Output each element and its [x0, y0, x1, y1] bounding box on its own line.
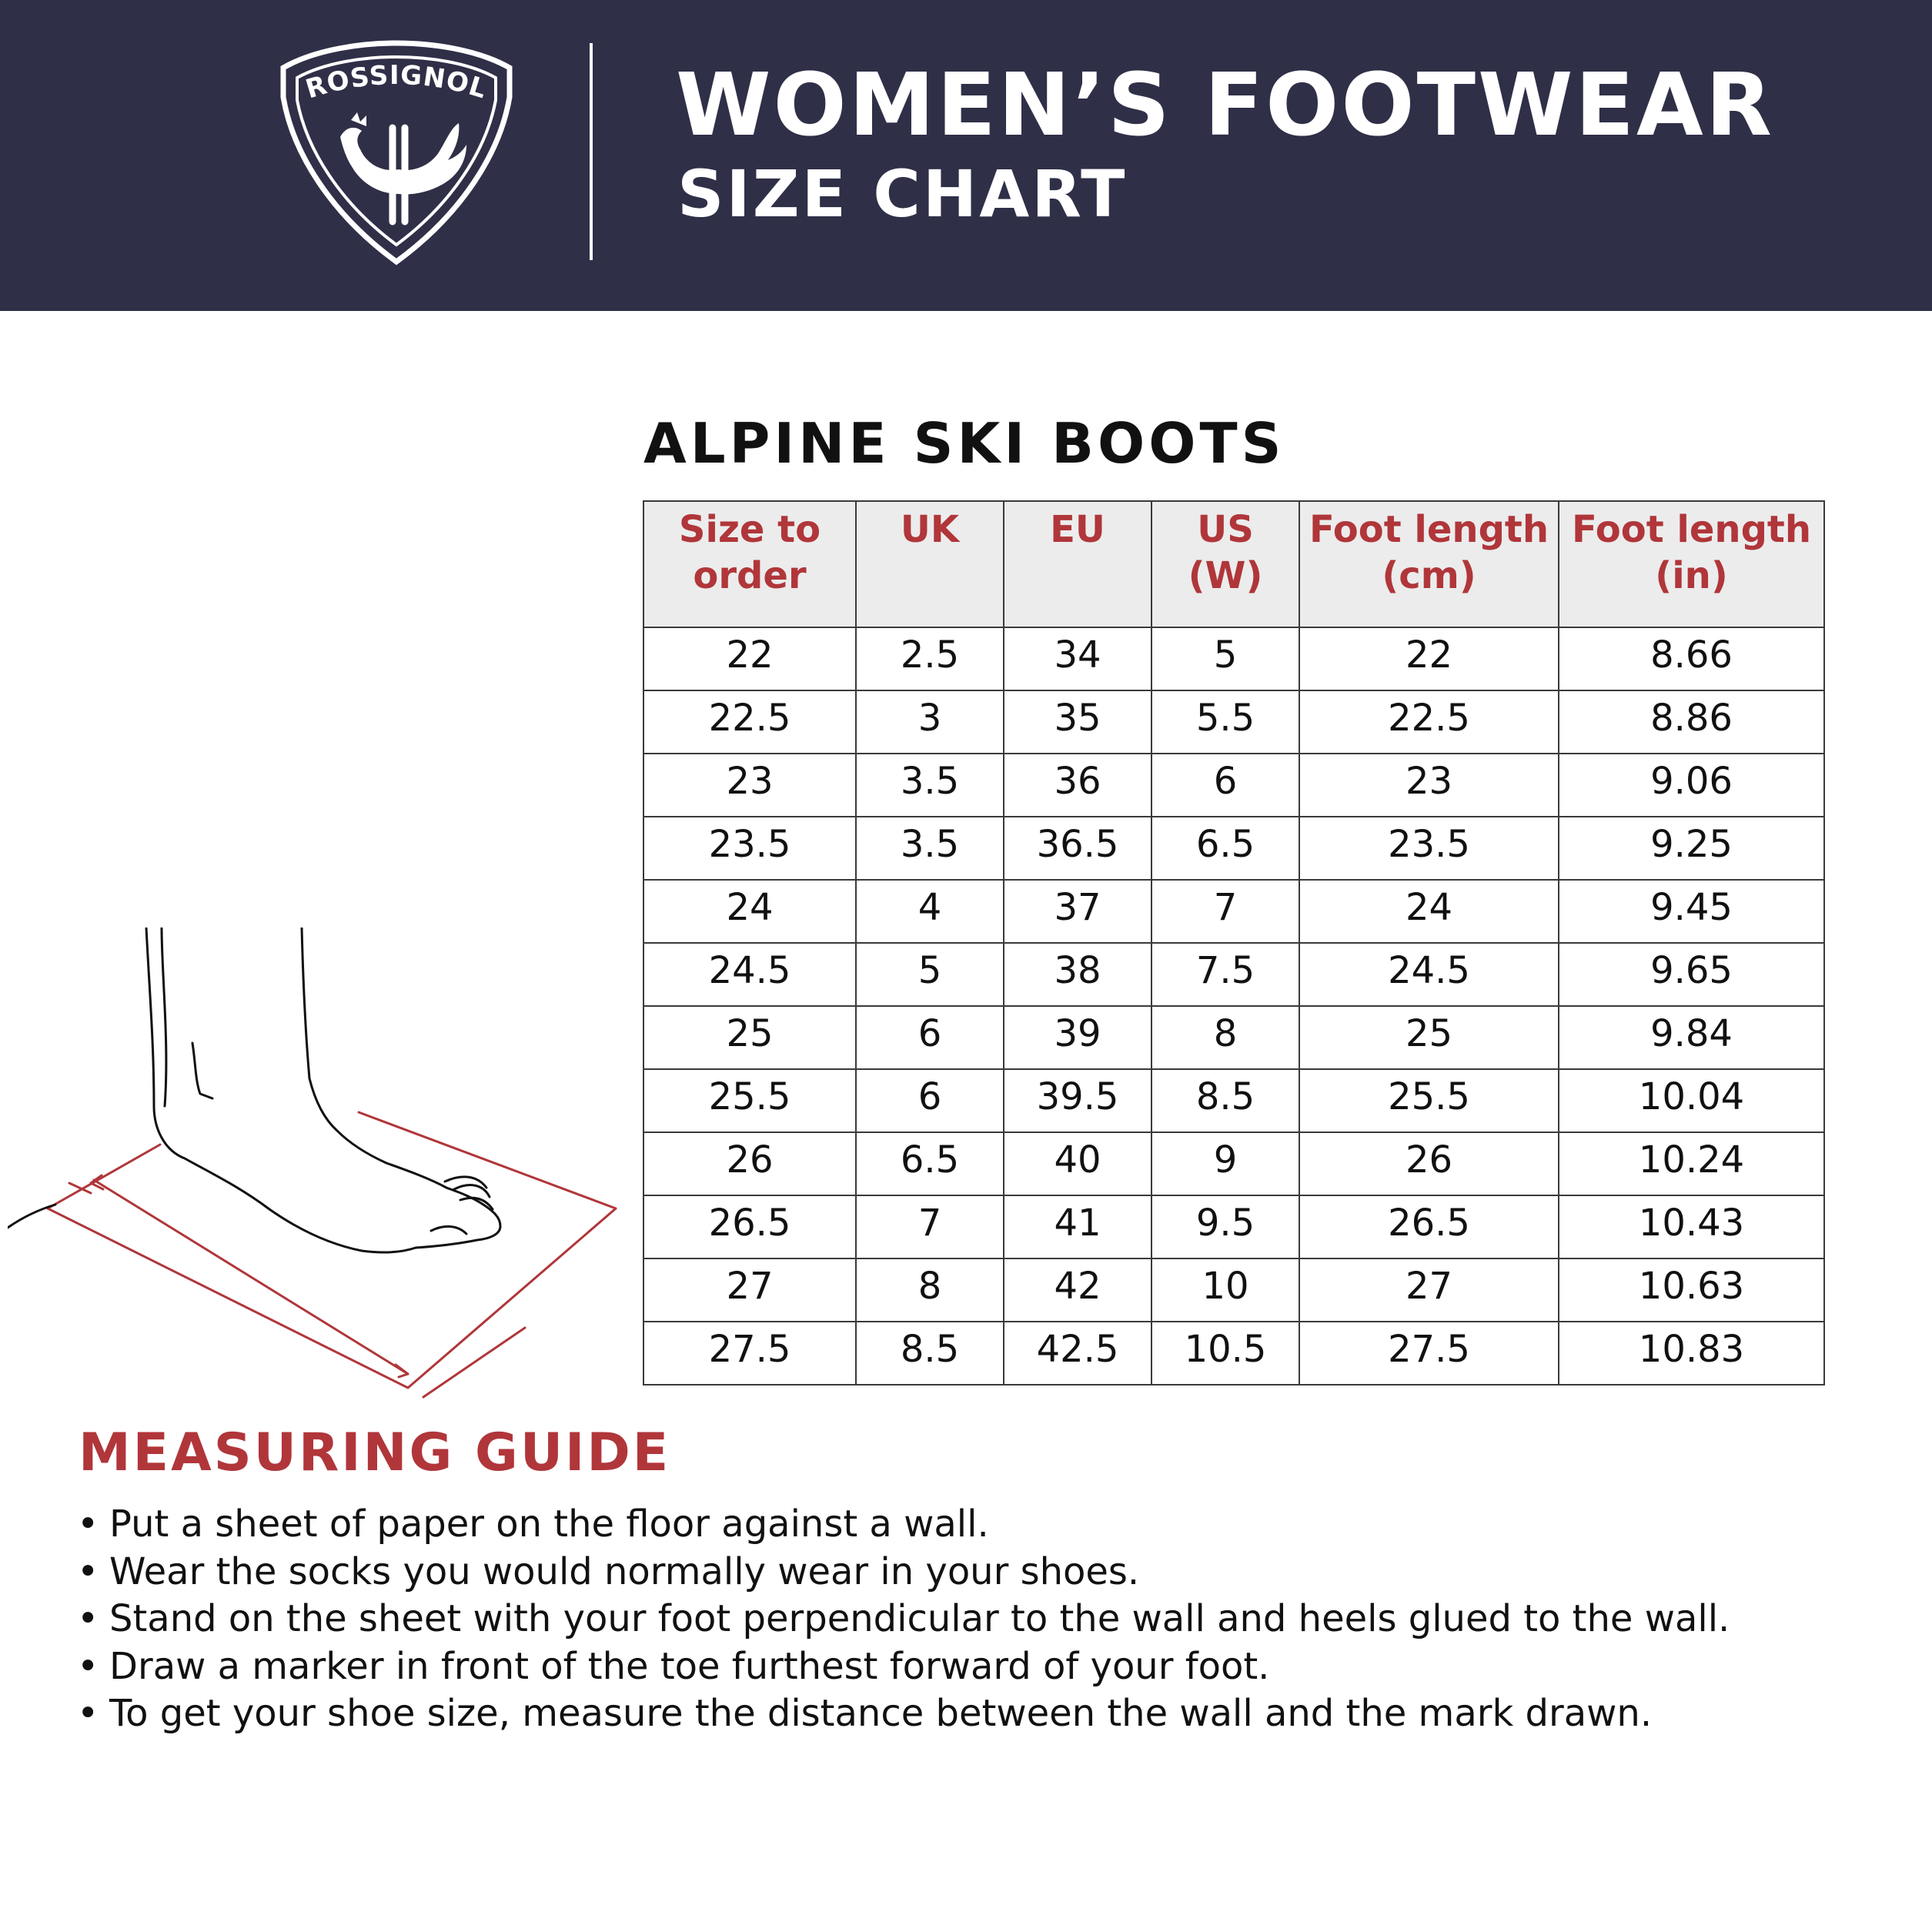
section-title: ALPINE SKI BOOTS — [643, 411, 1285, 476]
column-header-line: US — [1197, 508, 1254, 551]
table-cell: 22.5 — [1299, 690, 1559, 754]
table-cell: 27.5 — [643, 1322, 856, 1385]
table-cell: 8.86 — [1559, 690, 1824, 754]
table-cell: 4 — [856, 880, 1004, 943]
table-cell: 7.5 — [1152, 943, 1299, 1006]
table-cell: 37 — [1004, 880, 1152, 943]
table-cell: 10.43 — [1559, 1195, 1824, 1258]
table-cell: 36 — [1004, 754, 1152, 817]
table-row — [643, 880, 1824, 943]
table-cell: 8 — [1152, 1006, 1299, 1069]
table-cell: 9.65 — [1559, 943, 1824, 1006]
table-cell: 27 — [1299, 1258, 1559, 1322]
table-cell: 5 — [1152, 627, 1299, 690]
column-header — [1004, 501, 1152, 627]
foot-measuring-illustration — [8, 928, 623, 1405]
list-item-text: Wear the socks you would normally wear in your shoes. — [109, 1549, 1140, 1593]
table-cell: 26 — [643, 1132, 856, 1195]
table-row — [643, 943, 1824, 1006]
table-cell: 10.04 — [1559, 1069, 1824, 1132]
table-cell: 10.5 — [1152, 1322, 1299, 1385]
rossignol-logo — [277, 37, 516, 268]
bullet-icon: • — [77, 1502, 99, 1546]
table-cell: 10.63 — [1559, 1258, 1824, 1322]
table-cell: 24.5 — [643, 943, 856, 1006]
table-cell: 25 — [1299, 1006, 1559, 1069]
table-cell: 24 — [643, 880, 856, 943]
foot-measuring-icon — [8, 928, 623, 1405]
table-row — [643, 690, 1824, 754]
table-row — [643, 627, 1824, 690]
table-cell: 25.5 — [643, 1069, 856, 1132]
table-cell: 5 — [856, 943, 1004, 1006]
measuring-guide-list — [77, 1501, 1730, 1738]
table-cell: 3.5 — [856, 754, 1004, 817]
table-cell: 7 — [1152, 880, 1299, 943]
table-cell: 36.5 — [1004, 817, 1152, 880]
logo-text: ROSSIGNOL — [302, 59, 491, 105]
table-cell: 9.45 — [1559, 880, 1824, 943]
table-cell: 9.25 — [1559, 817, 1824, 880]
list-item-text: Stand on the sheet with your foot perpendicular to the wall and heels glued to the wall. — [109, 1597, 1730, 1640]
table-cell: 39 — [1004, 1006, 1152, 1069]
table-cell: 9.06 — [1559, 754, 1824, 817]
table-cell: 26.5 — [643, 1195, 856, 1258]
table-cell: 9.84 — [1559, 1006, 1824, 1069]
table-cell: 8.5 — [856, 1322, 1004, 1385]
list-item — [77, 1549, 1730, 1596]
column-header — [643, 501, 856, 627]
table-cell: 8.5 — [1152, 1069, 1299, 1132]
rossignol-rooster-shield-icon — [277, 37, 516, 268]
column-header-line: Size to — [678, 508, 821, 551]
list-item — [77, 1501, 1730, 1549]
bullet-icon: • — [77, 1597, 99, 1640]
bullet-icon: • — [77, 1692, 99, 1735]
table-cell: 41 — [1004, 1195, 1152, 1258]
svg-text:ROSSIGNOL — [303, 60, 491, 105]
table-cell: 5.5 — [1152, 690, 1299, 754]
table-cell: 27 — [643, 1258, 856, 1322]
column-header — [1559, 501, 1824, 627]
bullet-icon: • — [77, 1549, 99, 1593]
table-cell: 26.5 — [1299, 1195, 1559, 1258]
header-divider — [590, 43, 593, 260]
column-header-line: (cm) — [1382, 554, 1476, 597]
table-cell: 42.5 — [1004, 1322, 1152, 1385]
table-cell: 27.5 — [1299, 1322, 1559, 1385]
list-item — [77, 1643, 1730, 1691]
list-item-text: Draw a marker in front of the toe furthest forward of your foot. — [109, 1644, 1270, 1688]
table-cell: 25 — [643, 1006, 856, 1069]
table-cell: 40 — [1004, 1132, 1152, 1195]
measuring-guide-title: MEASURING GUIDE — [79, 1422, 671, 1483]
column-header-line: UK — [900, 508, 960, 551]
table-cell: 22 — [1299, 627, 1559, 690]
table-cell: 9 — [1152, 1132, 1299, 1195]
column-header-line: Foot length — [1571, 508, 1812, 551]
table-cell: 39.5 — [1004, 1069, 1152, 1132]
page-subtitle: SIZE CHART — [677, 156, 1128, 232]
list-item — [77, 1596, 1730, 1643]
table-row — [643, 1006, 1824, 1069]
list-item — [77, 1690, 1730, 1738]
list-item-text: To get your shoe size, measure the distance between the wall and the mark drawn. — [109, 1692, 1653, 1735]
table-row — [643, 1195, 1824, 1258]
table-cell: 26 — [1299, 1132, 1559, 1195]
table-cell: 23.5 — [643, 817, 856, 880]
table-cell: 38 — [1004, 943, 1152, 1006]
table-cell: 10.83 — [1559, 1322, 1824, 1385]
table-cell: 6 — [1152, 754, 1299, 817]
table-cell: 10.24 — [1559, 1132, 1824, 1195]
bullet-icon: • — [77, 1644, 99, 1688]
table-body — [643, 627, 1824, 1385]
table-row — [643, 817, 1824, 880]
table-cell: 42 — [1004, 1258, 1152, 1322]
header-banner — [0, 0, 1932, 311]
table-cell: 10 — [1152, 1258, 1299, 1322]
table-cell: 6 — [856, 1069, 1004, 1132]
column-header — [1299, 501, 1559, 627]
table-cell: 34 — [1004, 627, 1152, 690]
column-header-line: (in) — [1655, 554, 1728, 597]
list-item-text: Put a sheet of paper on the floor against a wall. — [109, 1502, 989, 1546]
table-cell: 22 — [643, 627, 856, 690]
table-row — [643, 1258, 1824, 1322]
table-cell: 24.5 — [1299, 943, 1559, 1006]
table-cell: 22.5 — [643, 690, 856, 754]
table-cell: 3 — [856, 690, 1004, 754]
column-header-line: EU — [1050, 508, 1105, 551]
column-header-line: Foot length — [1309, 508, 1549, 551]
table-cell: 23 — [643, 754, 856, 817]
page-title: WOMEN’S FOOTWEAR — [676, 55, 1774, 155]
table-cell: 7 — [856, 1195, 1004, 1258]
table-cell: 9.5 — [1152, 1195, 1299, 1258]
table-cell: 8 — [856, 1258, 1004, 1322]
table-row — [643, 754, 1824, 817]
table-cell: 35 — [1004, 690, 1152, 754]
table-cell: 8.66 — [1559, 627, 1824, 690]
table-cell: 3.5 — [856, 817, 1004, 880]
table-cell: 23.5 — [1299, 817, 1559, 880]
table-cell: 23 — [1299, 754, 1559, 817]
column-header-line: (W) — [1188, 554, 1263, 597]
column-header — [1152, 501, 1299, 627]
table-cell: 25.5 — [1299, 1069, 1559, 1132]
table-cell: 2.5 — [856, 627, 1004, 690]
table-header-row — [643, 501, 1824, 627]
table-cell: 24 — [1299, 880, 1559, 943]
table-cell: 6.5 — [1152, 817, 1299, 880]
table-row — [643, 1132, 1824, 1195]
table-row — [643, 1069, 1824, 1132]
column-header — [856, 501, 1004, 627]
size-chart-table — [643, 500, 1825, 1385]
table-cell: 6 — [856, 1006, 1004, 1069]
table-cell: 6.5 — [856, 1132, 1004, 1195]
column-header-line: order — [693, 554, 807, 597]
table-row — [643, 1322, 1824, 1385]
